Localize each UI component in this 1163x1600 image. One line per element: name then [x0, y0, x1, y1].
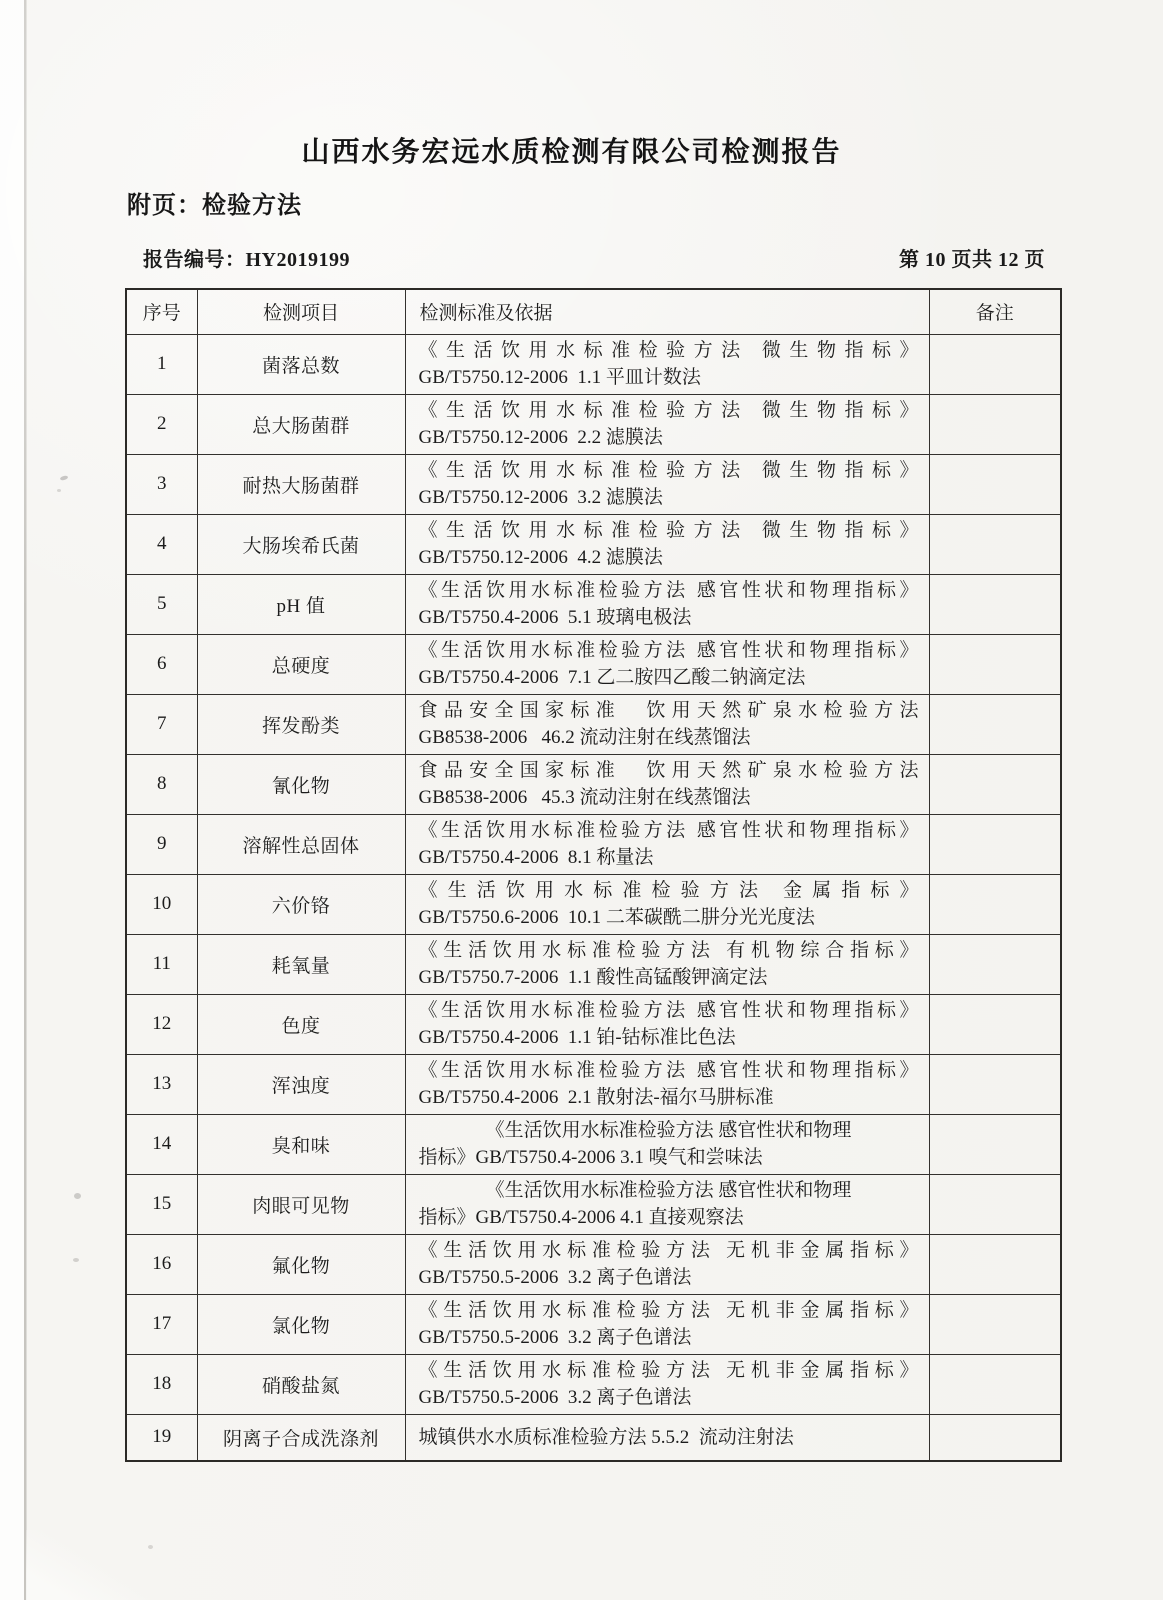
- standard-cell: [405, 394, 929, 454]
- item-cell: 肉眼可见物: [197, 1174, 405, 1234]
- standard-cell: [405, 1354, 929, 1414]
- standard-line1: 《生活饮用水标准检验方法 感官性状和物理: [485, 1180, 852, 1201]
- standard-line1: 《生活饮用水标准检验方法 微生物指标》: [418, 460, 919, 481]
- table-row: [126, 1294, 1061, 1354]
- table-row: [126, 1354, 1061, 1414]
- row-no-cell: 15: [126, 1174, 197, 1234]
- item-cell: 色度: [197, 994, 405, 1054]
- row-no-cell: 11: [126, 934, 197, 994]
- remark-cell: [929, 1414, 1061, 1461]
- item-cell: 氯化物: [197, 1294, 405, 1354]
- attachment-heading: 附页：检验方法: [127, 192, 302, 219]
- remark-cell: [929, 934, 1061, 994]
- table-body: [126, 334, 1061, 1461]
- standard-line2: GB/T5750.4-2006 7.1 乙二胺四乙酸二钠滴定法: [418, 667, 806, 688]
- row-no-cell: 17: [126, 1294, 197, 1354]
- standard-line1: 《生活饮用水标准检验方法 感官性状和物理指标》: [418, 640, 919, 661]
- standard-line1: 《生活饮用水标准检验方法 金属指标》: [418, 880, 919, 901]
- row-no-cell: 4: [126, 514, 197, 574]
- remark-cell: [929, 394, 1061, 454]
- standard-line1: 《生活饮用水标准检验方法 感官性状和物理指标》: [418, 1060, 919, 1081]
- item-cell: pH 值: [197, 574, 405, 634]
- row-no-cell: 8: [126, 754, 197, 814]
- standard-line1: 《生活饮用水标准检验方法 微生物指标》: [418, 520, 919, 541]
- standard-line2: GB/T5750.5-2006 3.2 离子色谱法: [418, 1387, 692, 1408]
- standard-line2: GB/T5750.4-2006 5.1 玻璃电极法: [418, 607, 692, 628]
- standard-line2: GB8538-2006 46.2 流动注射在线蒸馏法: [418, 727, 751, 748]
- row-no-cell: 6: [126, 634, 197, 694]
- standard-cell: [405, 1114, 929, 1174]
- standard-cell: [405, 1174, 929, 1234]
- scan-speck: [74, 1193, 81, 1199]
- scan-corner-shade: [26, 1530, 156, 1600]
- standard-line1: 《生活饮用水标准检验方法 感官性状和物理指标》: [418, 580, 919, 601]
- standard-line1: 《生活饮用水标准检验方法 无机非金属指标》: [418, 1300, 919, 1321]
- standard-line2: 指标》GB/T5750.4-2006 3.1 嗅气和尝味法: [418, 1147, 763, 1168]
- item-cell: 大肠埃希氏菌: [197, 514, 405, 574]
- standard-cell: [405, 334, 929, 394]
- remark-cell: [929, 874, 1061, 934]
- remark-cell: [929, 1294, 1061, 1354]
- standard-line1: 《生活饮用水标准检验方法 感官性状和物理指标》: [418, 1000, 919, 1021]
- standard-cell: [405, 934, 929, 994]
- standard-line2: GB/T5750.5-2006 3.2 离子色谱法: [418, 1327, 692, 1348]
- standard-line2: GB/T5750.12-2006 4.2 滤膜法: [418, 547, 663, 568]
- table-row: [126, 874, 1061, 934]
- standard-cell: [405, 994, 929, 1054]
- scan-speck: [148, 1545, 153, 1549]
- row-no-cell: 16: [126, 1234, 197, 1294]
- standard-cell: [405, 1294, 929, 1354]
- standard-line2: GB/T5750.5-2006 3.2 离子色谱法: [418, 1267, 692, 1288]
- remark-cell: [929, 454, 1061, 514]
- standard-cell: [405, 694, 929, 754]
- remark-cell: [929, 334, 1061, 394]
- scan-speck: [57, 489, 61, 492]
- remark-cell: [929, 994, 1061, 1054]
- report-title: 山西水务宏远水质检测有限公司检测报告: [301, 136, 842, 167]
- standard-line2: GB/T5750.7-2006 1.1 酸性高锰酸钾滴定法: [418, 967, 768, 988]
- remark-cell: [929, 514, 1061, 574]
- remark-cell: [929, 1054, 1061, 1114]
- report-number: 报告编号：HY2019199: [143, 249, 350, 271]
- standard-line2: GB/T5750.12-2006 3.2 滤膜法: [418, 487, 663, 508]
- remark-cell: [929, 1354, 1061, 1414]
- row-no-cell: 12: [126, 994, 197, 1054]
- remark-cell: [929, 1174, 1061, 1234]
- table-row: [126, 394, 1061, 454]
- page-indicator: 第 10 页共 12 页: [899, 249, 1045, 271]
- remark-cell: [929, 574, 1061, 634]
- item-cell: 溶解性总固体: [197, 814, 405, 874]
- table-row: [126, 994, 1061, 1054]
- standard-line2: GB/T5750.4-2006 8.1 称量法: [418, 847, 654, 868]
- item-cell: 菌落总数: [197, 334, 405, 394]
- remark-cell: [929, 1234, 1061, 1294]
- remark-cell: [929, 1114, 1061, 1174]
- standard-cell: [405, 634, 929, 694]
- item-cell: 六价铬: [197, 874, 405, 934]
- table-row: [126, 814, 1061, 874]
- table-row: [126, 1174, 1061, 1234]
- standard-line2: GB/T5750.12-2006 1.1 平皿计数法: [418, 367, 701, 388]
- standard-line2: GB/T5750.6-2006 10.1 二苯碳酰二肼分光光度法: [418, 907, 815, 928]
- remark-cell: [929, 694, 1061, 754]
- row-no-cell: 19: [126, 1414, 197, 1461]
- header-row: [126, 289, 1061, 334]
- standard-cell: [405, 514, 929, 574]
- standard-line1: 食品安全国家标准 饮用天然矿泉水检验方法: [418, 760, 919, 781]
- item-cell: 挥发酚类: [197, 694, 405, 754]
- header-standard: 检测标准及依据: [405, 289, 929, 334]
- table-row: [126, 634, 1061, 694]
- row-no-cell: 10: [126, 874, 197, 934]
- table-row: [126, 574, 1061, 634]
- row-no-cell: 13: [126, 1054, 197, 1114]
- standard-line1: 《生活饮用水标准检验方法 无机非金属指标》: [418, 1240, 919, 1261]
- row-no-cell: 2: [126, 394, 197, 454]
- standard-cell: [405, 1234, 929, 1294]
- item-cell: 硝酸盐氮: [197, 1354, 405, 1414]
- standard-cell: [405, 574, 929, 634]
- standard-line1: 《生活饮用水标准检验方法 无机非金属指标》: [418, 1360, 919, 1381]
- row-no-cell: 14: [126, 1114, 197, 1174]
- standard-line1: 《生活饮用水标准检验方法 有机物综合指标》: [418, 940, 919, 961]
- scan-speck: [73, 1258, 79, 1262]
- scan-speck: [60, 475, 69, 481]
- table-row: [126, 934, 1061, 994]
- table-row: [126, 1234, 1061, 1294]
- item-cell: 耗氧量: [197, 934, 405, 994]
- table-row: [126, 694, 1061, 754]
- table-row: [126, 454, 1061, 514]
- header-remark: 备注: [929, 289, 1061, 334]
- row-no-cell: 5: [126, 574, 197, 634]
- standard-cell: [405, 754, 929, 814]
- item-cell: 总硬度: [197, 634, 405, 694]
- table-row: [126, 1114, 1061, 1174]
- row-no-cell: 9: [126, 814, 197, 874]
- remark-cell: [929, 634, 1061, 694]
- row-no-cell: 7: [126, 694, 197, 754]
- standard-line2: GB/T5750.12-2006 2.2 滤膜法: [418, 427, 663, 448]
- row-no-cell: 3: [126, 454, 197, 514]
- item-cell: 浑浊度: [197, 1054, 405, 1114]
- item-cell: 氰化物: [197, 754, 405, 814]
- remark-cell: [929, 814, 1061, 874]
- item-cell: 阴离子合成洗涤剂: [197, 1414, 405, 1461]
- header-item: 检测项目: [197, 289, 405, 334]
- row-no-cell: 18: [126, 1354, 197, 1414]
- item-cell: 氟化物: [197, 1234, 405, 1294]
- standard-line1: 《生活饮用水标准检验方法 微生物指标》: [418, 340, 919, 361]
- remark-cell: [929, 754, 1061, 814]
- standard-line2: GB/T5750.4-2006 1.1 铂-钴标准比色法: [418, 1027, 736, 1048]
- standard-line2: GB/T5750.4-2006 2.1 散射法-福尔马肼标准: [418, 1087, 774, 1108]
- item-cell: 臭和味: [197, 1114, 405, 1174]
- standard-cell: [405, 874, 929, 934]
- standard-line1: 城镇供水水质标准检验方法 5.5.2 流动注射法: [418, 1426, 794, 1448]
- table-row: [126, 1414, 1061, 1461]
- standard-line2: GB8538-2006 45.3 流动注射在线蒸馏法: [418, 787, 751, 808]
- standard-line2: 指标》GB/T5750.4-2006 4.1 直接观察法: [418, 1207, 744, 1228]
- row-no-cell: 1: [126, 334, 197, 394]
- header-seq: 序号: [126, 289, 197, 334]
- item-cell: 耐热大肠菌群: [197, 454, 405, 514]
- standard-cell: [405, 814, 929, 874]
- standard-line1: 《生活饮用水标准检验方法 感官性状和物理指标》: [418, 820, 919, 841]
- standard-cell: [405, 1414, 929, 1461]
- report-meta-row: [143, 243, 1045, 272]
- table-row: [126, 1054, 1061, 1114]
- standard-cell: [405, 454, 929, 514]
- standard-line1: 食品安全国家标准 饮用天然矿泉水检验方法: [418, 700, 919, 721]
- standard-line1: 《生活饮用水标准检验方法 微生物指标》: [418, 400, 919, 421]
- table-row: [126, 754, 1061, 814]
- item-cell: 总大肠菌群: [197, 394, 405, 454]
- table-row: [126, 334, 1061, 394]
- standard-line1: 《生活饮用水标准检验方法 感官性状和物理: [485, 1120, 852, 1141]
- table-header: [126, 289, 1061, 334]
- standard-cell: [405, 1054, 929, 1114]
- table-row: [126, 514, 1061, 574]
- methods-table: [125, 288, 1062, 1462]
